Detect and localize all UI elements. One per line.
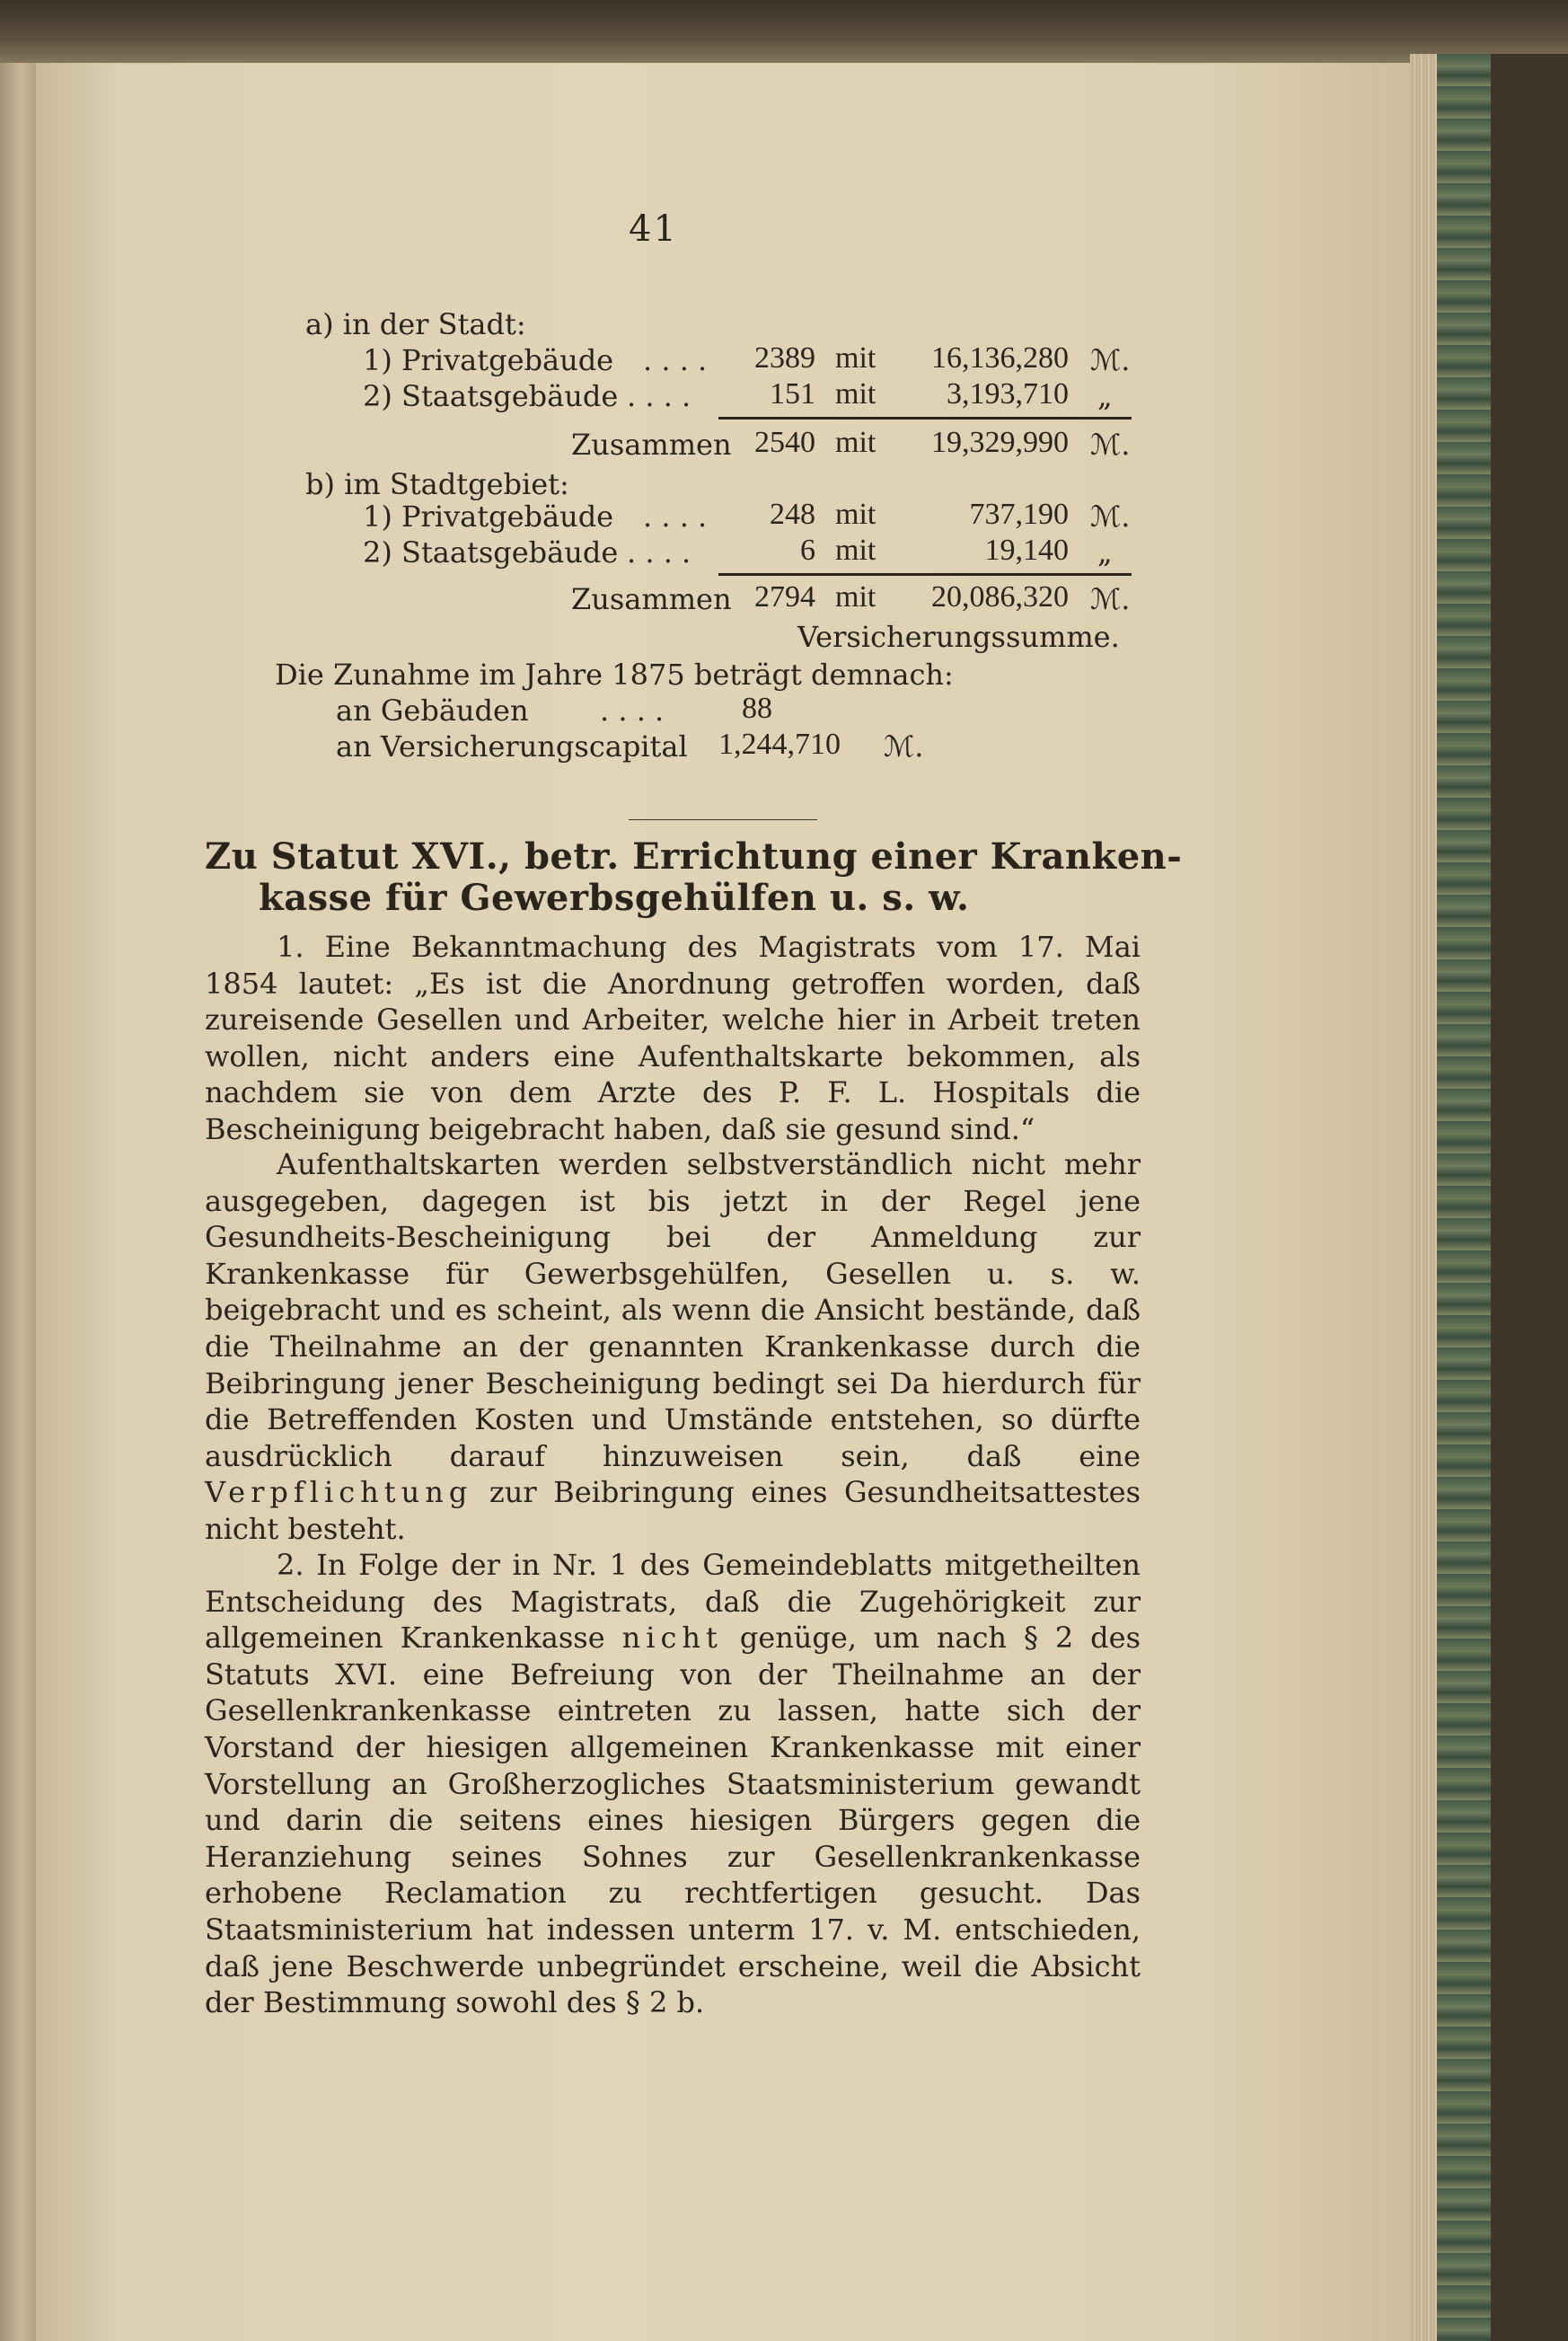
page-number: 41 — [629, 208, 678, 250]
stats-b-row1-unit: ℳ. — [1090, 499, 1131, 534]
paragraph-1 — [205, 929, 1141, 1148]
stats-a-label: a) in der Stadt: — [305, 307, 526, 341]
stats-b-total-mit: mit — [835, 580, 876, 614]
stats-b-row2-dots: . . . . — [627, 535, 692, 570]
stats-a-row2-dots: . . . . — [627, 379, 692, 413]
book-cover-edge — [1491, 54, 1568, 2341]
stats-b-row2-amount: 19,140 — [984, 534, 1069, 567]
paragraph-2-text-b: zur Beibringung eines Gesundheitsattestes nicht besteht. — [205, 1475, 1141, 1546]
stats-b-row1-dots: . . . . — [643, 499, 708, 534]
paragraph-2-text-a: Aufenthaltskarten werden selbstverständlich nicht mehr ausgegeben, dagegen ist bis jetzt in der Regel jene Gesundheits-Bescheinigung bei der Anmeldung zur Krankenkasse für Gewerbsgehülfen, Gesellen u. s. w. beigebracht und es scheint, als wenn die Ansicht bestände, daß die Theilnahme an der genannten Krankenkasse durch die Beibringung jener Bescheinigung bedingt sei Da hierdurch für die Betreffenden Kosten und Umstände entstehen, so dürfte ausdrücklich darauf hinzuweisen sein, daß eine — [205, 1147, 1141, 1473]
book-spine — [1437, 54, 1491, 2341]
stats-b-row2-mit: mit — [835, 534, 876, 567]
paragraph-3-emphasis: nicht — [621, 1621, 723, 1656]
paragraph-1-text: 1. Eine Bekanntmachung des Magistrats vom 17. Mai 1854 lautet: „Es ist die Anordnung getroffen worden, daß zureisende Gesellen und Arbeiter, welche hier in Arbeit treten wollen, nicht anders eine Aufenthaltskarte bekommen, als nachdem sie von dem Arzte des P. F. L. Hospitals die Bescheinigung beigebracht haben, daß sie gesund sind.“ — [205, 930, 1141, 1146]
stats-b-total-amount: 20,086,320 — [931, 580, 1069, 614]
stats-a-total-label: Zusammen — [571, 428, 732, 462]
stats-a-total-mit: mit — [835, 426, 876, 459]
stats-b-total-unit: ℳ. — [1090, 582, 1131, 616]
stats-b-row2-count: 6 — [800, 534, 815, 567]
section-heading-line2: kasse für Gewerbsgehülfen u. s. w. — [259, 877, 970, 919]
stats-b-total-label: Zusammen — [571, 582, 732, 616]
buildings-value: 88 — [742, 692, 772, 725]
capital-value: 1,244,710 — [718, 728, 841, 761]
capital-label: an Versicherungscapital — [336, 729, 688, 764]
paragraph-2 — [205, 1146, 1141, 1548]
buildings-dots: . . . . — [600, 693, 665, 728]
stats-a-row2-amount: 3,193,710 — [947, 377, 1069, 411]
section-divider — [629, 819, 817, 820]
sum-label: Versicherungssumme. — [797, 620, 1120, 654]
stats-a-row1-label: 1) Privatgebäude — [363, 343, 614, 377]
subtotal-rule-b — [718, 573, 1132, 576]
paragraph-3-text-a: 2. In Folge der in Nr. 1 des Gemeindeblatts mitgetheilten Entscheidung des Magistrats, daß die Zugehörigkeit zur allgemeinen Krankenkasse — [205, 1548, 1141, 1656]
stats-b-label: b) im Stadtgebiet: — [305, 467, 569, 501]
stats-b-row2-label: 2) Staatsgebäude — [363, 535, 619, 570]
stats-a-row1-amount: 16,136,280 — [931, 341, 1069, 375]
stats-a-row2-unit: „ — [1097, 379, 1113, 413]
stats-b-row1-label: 1) Privatgebäude — [363, 499, 614, 534]
stats-b-row2-unit: „ — [1097, 535, 1113, 570]
stats-b-total-count: 2794 — [754, 580, 815, 614]
stats-a-row1-unit: ℳ. — [1090, 343, 1131, 377]
stats-b-row1-amount: 737,190 — [969, 498, 1069, 531]
stats-a-row2-count: 151 — [770, 377, 815, 411]
stats-a-total-unit: ℳ. — [1090, 428, 1131, 462]
stats-a-row2-label: 2) Staatsgebäude — [363, 379, 619, 413]
paragraph-3-text-b: genüge, um nach § 2 des Statuts XVI. eine Befreiung von der Theilnahme an der Gesellenkrankenkasse eintreten zu lassen, hatte sich der Vorstand der hiesigen allgemeinen Krankenkasse mit einer Vorstellung an Großherzogliches Staatsministerium gewandt und darin die seitens eines hiesigen Bürgers gegen die Heranziehung seines Sohnes zur Gesellenkrankenkasse erhobene Reclamation zu rechtfertigen gesucht. Das Staatsministerium hat indessen unterm 17. v. M. entschieden, daß jene Beschwerde unbegründet erscheine, weil die Absicht der Bestimmung sowohl des § 2 b. — [205, 1621, 1141, 2020]
subtotal-rule-a — [718, 417, 1132, 420]
stats-a-row1-count: 2389 — [754, 341, 815, 375]
paragraph-2-emphasis: Verpflichtung — [205, 1475, 473, 1510]
section-heading-line1: Zu Statut XVI., betr. Errichtung einer Kranken- — [205, 835, 1183, 878]
buildings-label: an Gebäuden — [336, 693, 529, 728]
increase-line: Die Zunahme im Jahre 1875 beträgt demnach: — [275, 658, 954, 692]
stats-a-row2-mit: mit — [835, 377, 876, 411]
stats-b-row1-mit: mit — [835, 498, 876, 531]
capital-unit: ℳ. — [884, 729, 924, 764]
stats-b-row1-count: 248 — [770, 498, 815, 531]
stats-a-total-amount: 19,329,990 — [931, 426, 1069, 459]
stats-a-row1-mit: mit — [835, 341, 876, 375]
stats-a-row1-dots: . . . . — [643, 343, 708, 377]
stats-a-total-count: 2540 — [754, 426, 815, 459]
paragraph-3 — [205, 1547, 1141, 2021]
